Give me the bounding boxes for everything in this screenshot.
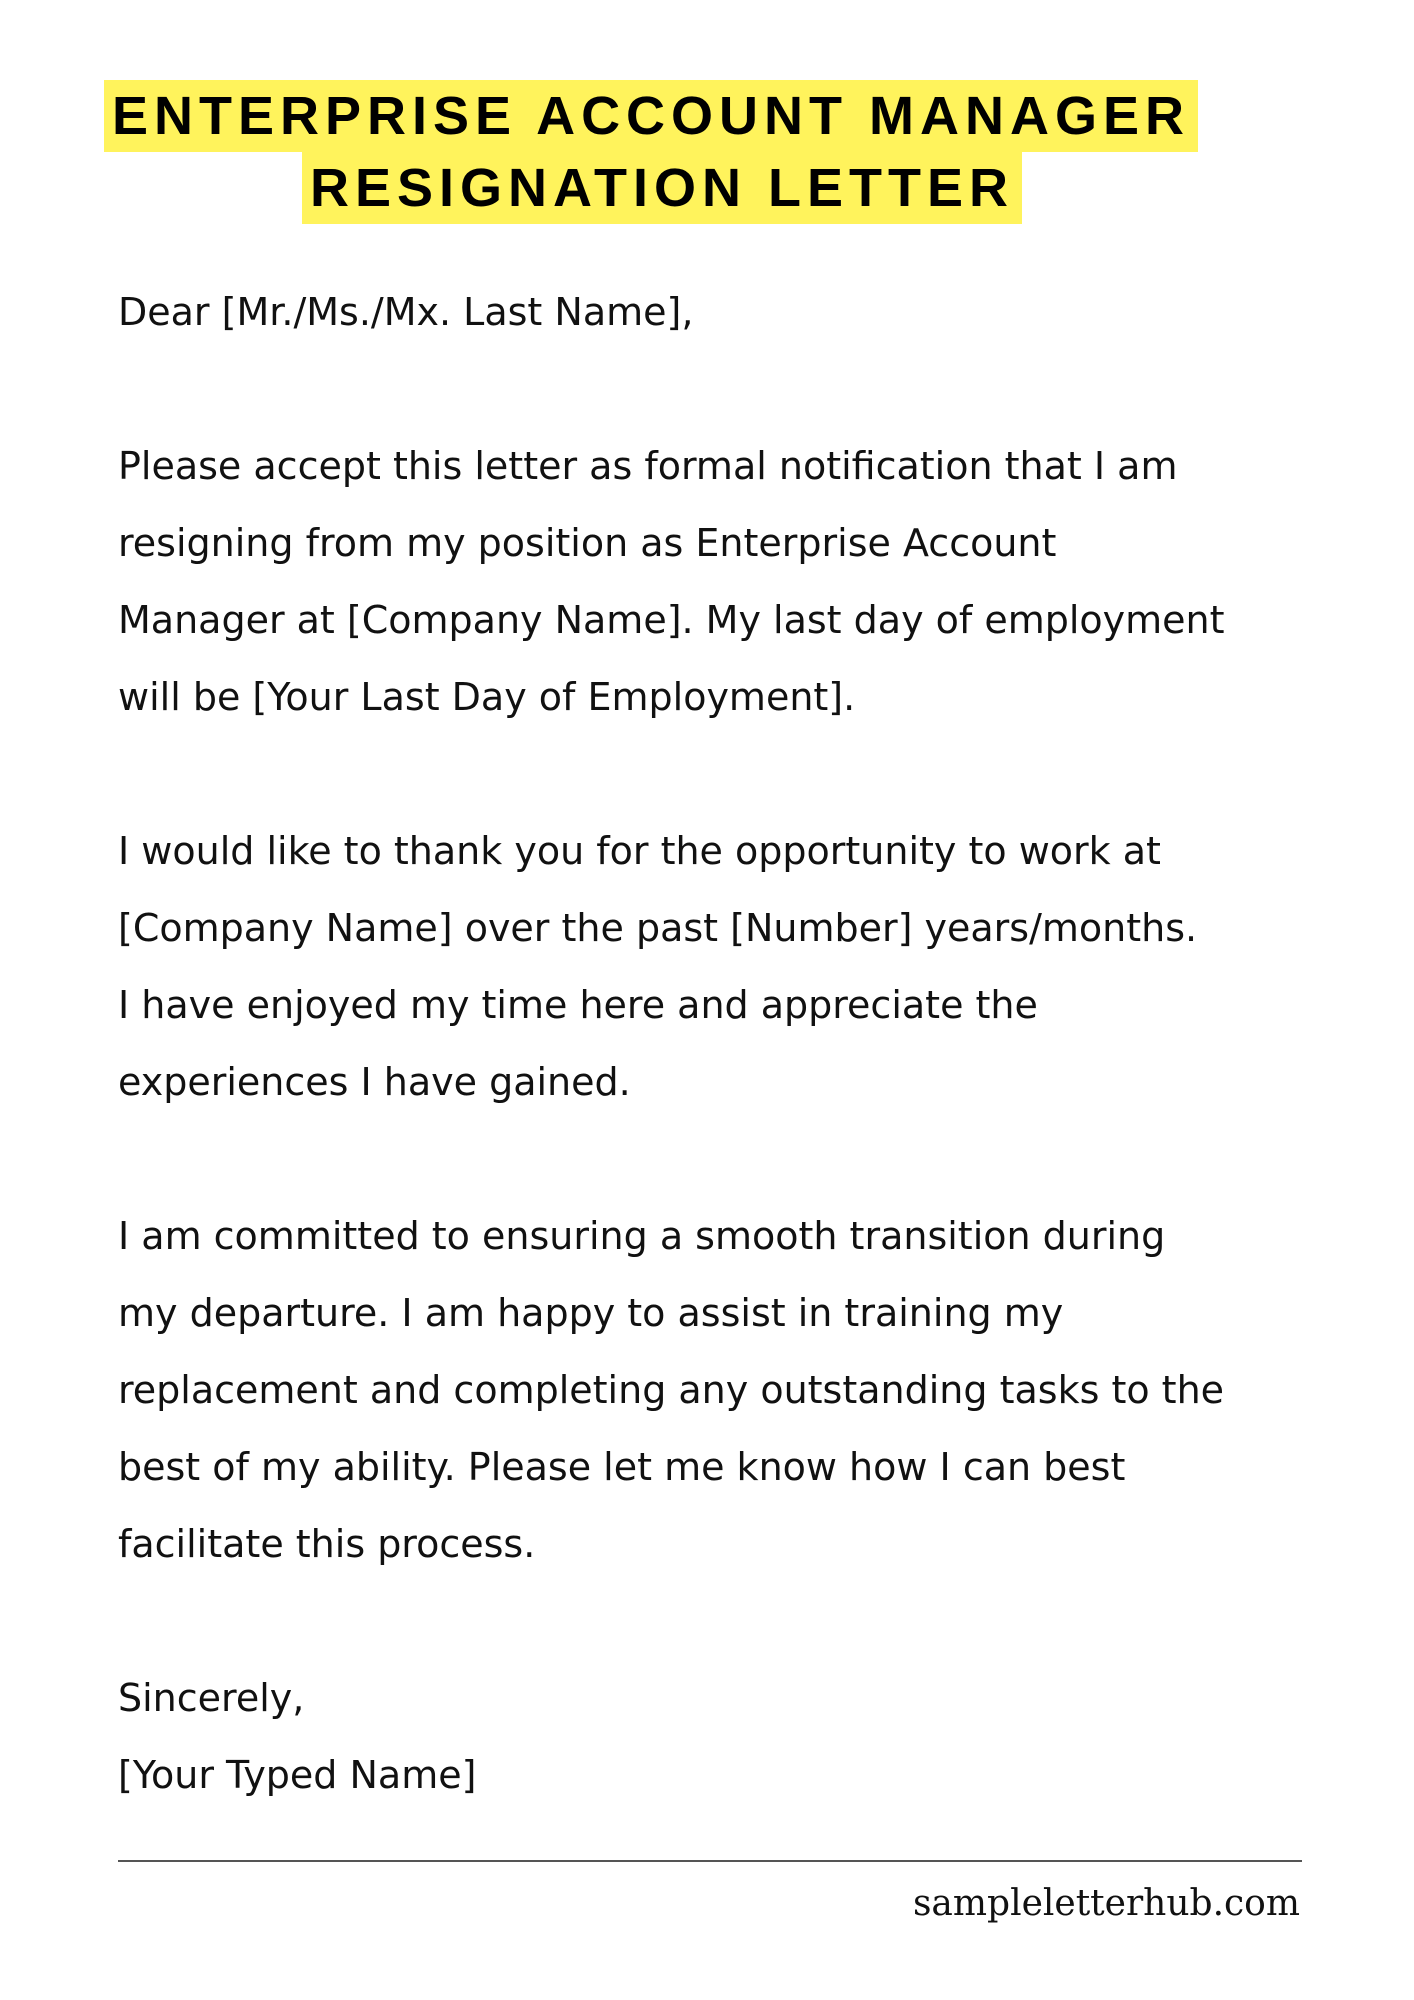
paragraph-thanks: I would like to thank you for the opportunity to work at [Company Name] over the past [Number] years/months. I have enjoyed my time here and appreciate the experiences I have gained. [118,829,1198,1104]
closing: Sincerely, [118,1676,305,1720]
title-line-2: RESIGNATION LETTER [302,152,1022,224]
paragraph-notification: Please accept this letter as formal notification that I am resigning from my position as Enterprise Account Manager at [Company Name]. My last day of employment will be [Your Last Day of Employment]. [118,444,1225,719]
footer-website: sampleletterhub.com [912,1883,1300,1924]
title-line-1: ENTERPRISE ACCOUNT MANAGER [104,80,1198,152]
signature-placeholder: [Your Typed Name] [118,1753,477,1797]
salutation: Dear [Mr./Ms./Mx. Last Name], [118,290,694,334]
footer-divider [118,1860,1302,1862]
paragraph-transition: I am committed to ensuring a smooth transition during my departure. I am happy to assist in training my replacement and completing any outstanding tasks to the best of my ability. Please let me know how I can best facilitate this process. [118,1214,1225,1566]
